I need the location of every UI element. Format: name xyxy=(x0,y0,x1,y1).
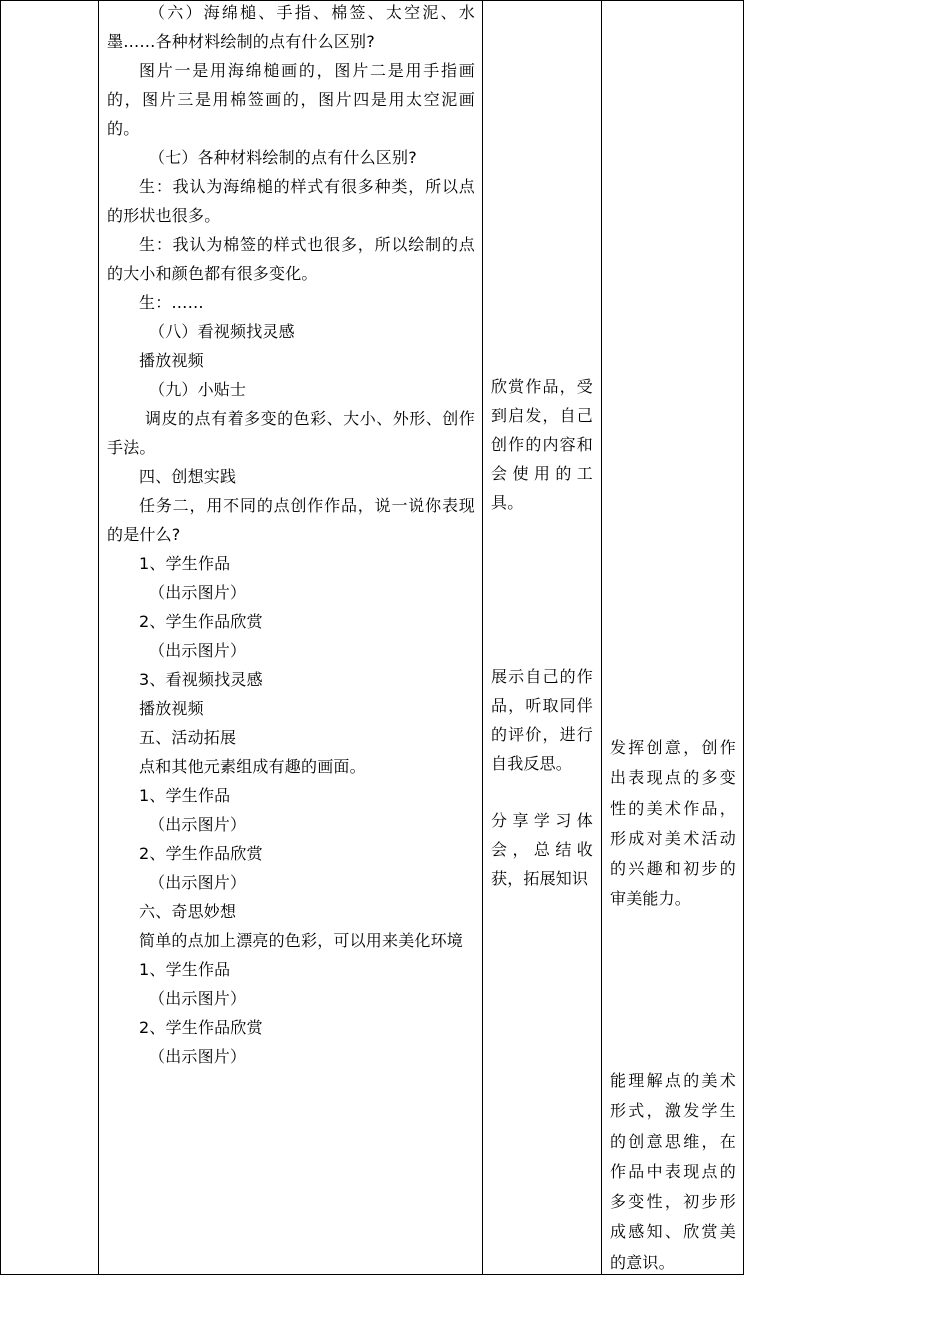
text-line: 五、活动拓展 xyxy=(139,728,237,747)
text-line: （九）小贴士 xyxy=(149,380,247,399)
text-line: 1、学生作品 xyxy=(139,960,231,979)
text-line: 3、看视频找灵感 xyxy=(139,670,263,689)
design-intent-block-1: 发挥创意，创作出表现点的多变性的美术作品，形成对美术活动的兴趣和初步的审美能力。 xyxy=(610,738,736,909)
text-line: 播放视频 xyxy=(139,699,204,718)
text-line: 简单的点加上漂亮的色彩，可以用来美化环境 xyxy=(139,931,464,950)
table-border-left xyxy=(0,0,1,1275)
text-line: 播放视频 xyxy=(139,351,204,370)
text-line: 2、学生作品欣赏 xyxy=(139,844,263,863)
text-line: 六、奇思妙想 xyxy=(139,902,237,921)
text-line: 图片一是用海绵槌画的，图片二是用手指画的，图片三是用棉签画的，图片四是用太空泥画的。 xyxy=(107,61,475,138)
text-line: （六）海绵槌、手指、棉签、太空泥、水墨……各种材料绘制的点有什么区别? xyxy=(107,3,475,51)
text-line: 1、学生作品 xyxy=(139,786,231,805)
text-line: （出示图片） xyxy=(149,873,247,892)
text-line: 点和其他元素组成有趣的画面。 xyxy=(139,757,366,776)
student-activity-block-2: 展示自己的作品，听取同伴的评价，进行自我反思。 xyxy=(491,667,593,773)
text-line: （出示图片） xyxy=(149,641,247,660)
text-line: （出示图片） xyxy=(149,583,247,602)
text-line: （出示图片） xyxy=(149,989,247,1008)
text-line: 2、学生作品欣赏 xyxy=(139,612,263,631)
text-line: 生：我认为棉签的样式也很多，所以绘制的点的大小和颜色都有很多变化。 xyxy=(107,235,475,283)
text-line: 1、学生作品 xyxy=(139,554,231,573)
student-activity-block-1: 欣赏作品，受到启发，自己创作的内容和会使用的工具。 xyxy=(491,377,593,512)
text-line: （出示图片） xyxy=(149,1047,247,1066)
column-divider-2 xyxy=(482,0,483,1275)
text-line: 生：我认为海绵槌的样式有很多种类，所以点的形状也很多。 xyxy=(107,177,475,225)
text-line: 调皮的点有着多变的色彩、大小、外形、创作手法。 xyxy=(107,409,475,457)
text-line: 任务二，用不同的点创作作品，说一说你表现的是什么? xyxy=(107,496,475,544)
student-activity-block-3: 分享学习体会，总结收获，拓展知识 xyxy=(491,811,593,888)
text-line: （七）各种材料绘制的点有什么区别? xyxy=(149,148,417,167)
table-border-right xyxy=(743,0,744,1275)
column-divider-3 xyxy=(601,0,602,1275)
text-line: （出示图片） xyxy=(149,815,247,834)
column-divider-1 xyxy=(98,0,99,1275)
teaching-process-cell xyxy=(107,0,475,1071)
text-line: 2、学生作品欣赏 xyxy=(139,1018,263,1037)
design-intent-block-2: 能理解点的美术形式，激发学生的创意思维，在作品中表现点的多变性，初步形成感知、欣赏美的意识。 xyxy=(610,1071,736,1272)
text-line: 生：…… xyxy=(139,293,204,312)
text-line: 四、创想实践 xyxy=(139,467,237,486)
text-line: （八）看视频找灵感 xyxy=(149,322,295,341)
